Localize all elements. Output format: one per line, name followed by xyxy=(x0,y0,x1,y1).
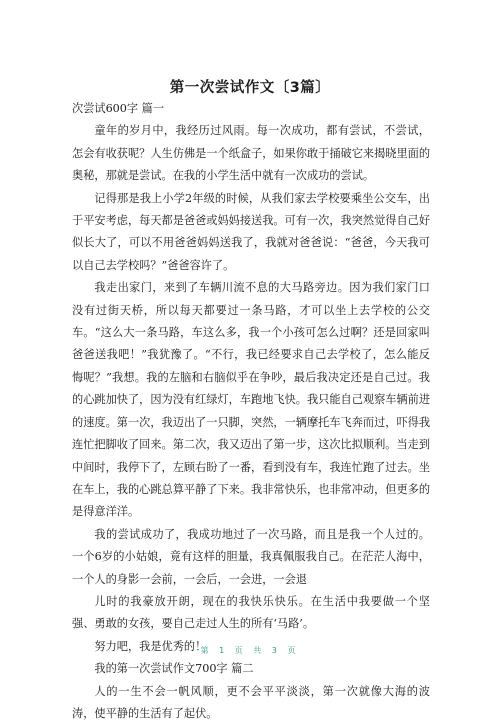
paragraph: 记得那是我上小学2年级的时候，从我们家去学校要乘坐公交车，出于平安考虑，每天都是爸爸或妈妈接送我。可有一次，我突然觉得自己好似长大了，可以不用爸爸妈妈送我了，我就对爸爸说：“爸爸，今天我可以自己去学校吗？”爸爸容许了。 xyxy=(72,191,431,272)
document-body xyxy=(72,98,430,725)
paragraph: 我走出家门，来到了车辆川流不息的大马路旁边。因为我们家门口没有过街天桥，所以每天都要过一条马路，才可以坐上去学校的公交车。“这么大一条马路，车这么多，我一个小孩可怎么过啊？还是回家叫爸爸送我吧！”我犹豫了。“不行，我已经要求自己去学校了，怎么能反悔呢？”我想。我的左脑和右脑似乎在争吵，最后我决定还是自己过。我的心跳加快了，因为没有红绿灯，车跑地飞快。我只能自己观察车辆前进的速度。第一次，我迈出了一只脚，突然，一辆摩托车飞奔而过，吓得我连忙把脚收了回来。第二次，我又迈出了第一步，这次比拟顺利。当走到中间时，我停下了，左顾右盼了一番，看到没有车，我连忙跑了过去。坐在车上，我的心跳总算平静了下来。我非常快乐，也非常冲动，但更多的是得意洋洋。 xyxy=(72,281,431,519)
paragraph: 次尝试600字 篇一 xyxy=(72,102,165,115)
paragraph: 努力吧，我是优秀的！ xyxy=(94,639,207,653)
paragraph: 童年的岁月中，我经历过风雨。每一次成功，都有尝试，不尝试，怎会有收获呢？人生仿佛是一个纸盒子，如果你敢于捅破它来揭晓里面的奥秘，那就是尝试。在我的小学生活中就有一次成功的尝试。 xyxy=(72,124,431,183)
paragraph: 我的第一次尝试作文700字 篇二 xyxy=(94,662,254,676)
page-footer: 第 1 页 共 3 页 xyxy=(200,646,300,655)
paragraph: 人的一生不会一帆风顺，更不会平平淡淡，第一次就像大海的波涛，使平静的生活有了起伏。 xyxy=(72,684,430,720)
paragraph: 儿时的我豪放开朗，现在的我快乐快乐。在生活中我要做一个坚强、勇敢的女孩，要自己走过人生的所有‘马路’。 xyxy=(72,594,430,631)
document-title: 第一次尝试作文〔3篇〕 xyxy=(169,80,331,96)
paragraph: 我的尝试成功了，我成功地过了一次马路，而且是我一个人过的。一个6岁的小姑娘，竟有这样的胆量，我真佩服我自己。在茫茫人海中，一个人的身影一会前，一会后，一会进，一会退 xyxy=(72,527,430,586)
